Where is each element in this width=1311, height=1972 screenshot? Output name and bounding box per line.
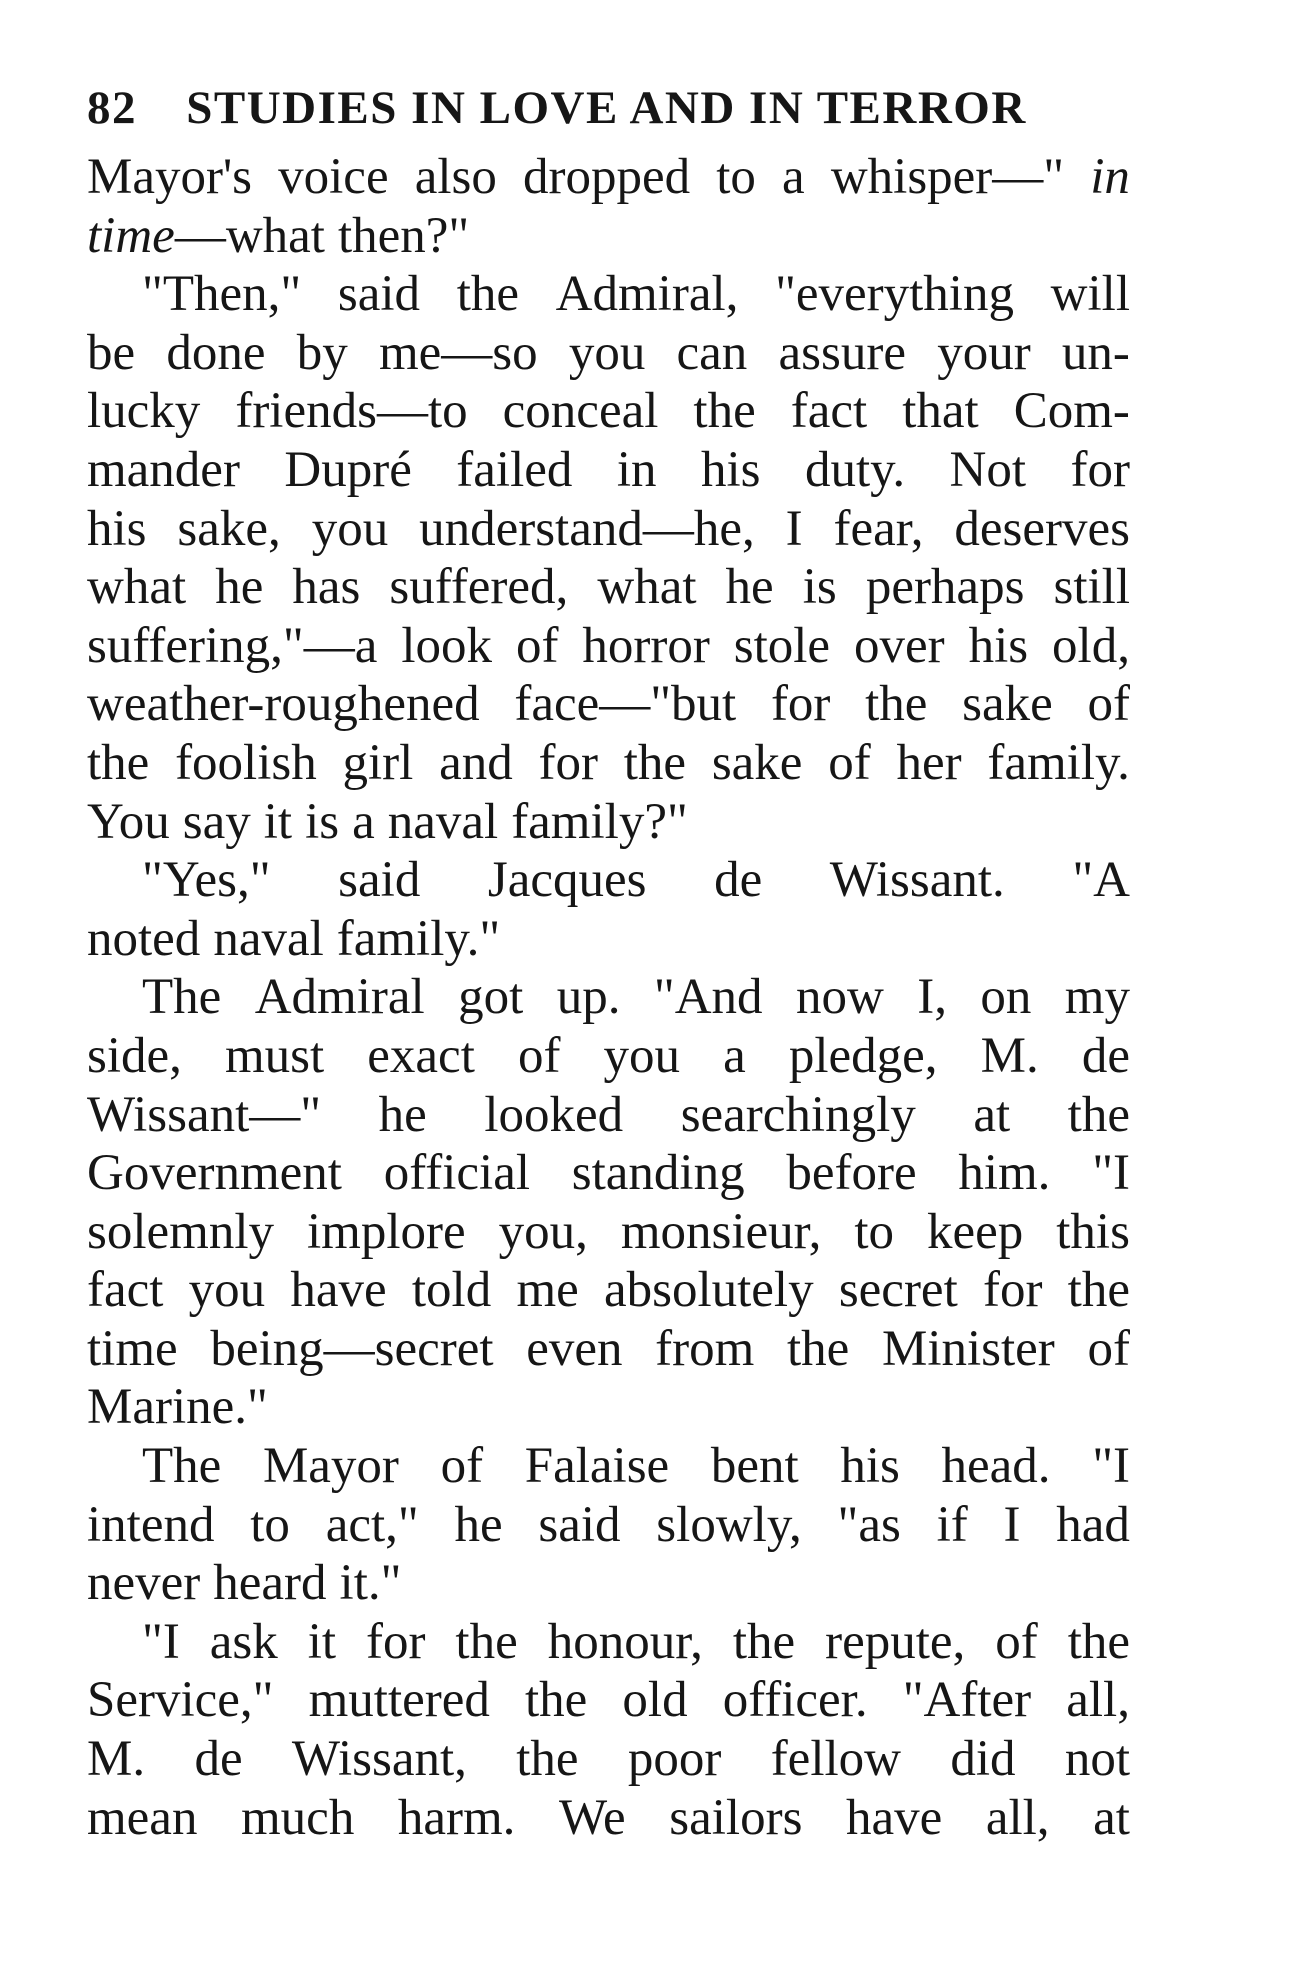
word: now bbox=[795, 969, 884, 1026]
word: heard bbox=[213, 1555, 327, 1612]
word: if bbox=[936, 1496, 968, 1553]
word: all, bbox=[985, 1789, 1050, 1846]
word: her bbox=[896, 734, 962, 791]
word: Service," bbox=[87, 1672, 274, 1729]
word: said bbox=[538, 1496, 621, 1553]
word: then?" bbox=[337, 207, 470, 264]
text-line bbox=[87, 558, 1130, 617]
word: of bbox=[995, 1613, 1038, 1670]
word: "Yes," bbox=[142, 852, 271, 909]
word: I bbox=[1003, 1496, 1021, 1553]
word: a bbox=[723, 1027, 746, 1084]
word: "A bbox=[1072, 852, 1130, 909]
word: "After bbox=[902, 1672, 1032, 1729]
word: you bbox=[603, 1027, 681, 1084]
text-line bbox=[87, 910, 1130, 969]
word: this bbox=[1056, 1203, 1130, 1260]
word: family." bbox=[336, 910, 501, 967]
word: conceal bbox=[502, 383, 659, 440]
word: suffered, bbox=[389, 559, 569, 616]
word: duty. bbox=[804, 441, 906, 498]
word: me bbox=[516, 1262, 579, 1319]
word: officer. bbox=[722, 1672, 868, 1729]
word: a bbox=[782, 149, 805, 205]
word: to bbox=[250, 1496, 290, 1553]
word: noted bbox=[87, 910, 201, 967]
text-line bbox=[87, 1437, 1130, 1496]
word: perhaps bbox=[865, 559, 1025, 616]
word: intend bbox=[87, 1496, 215, 1553]
word: the bbox=[455, 1613, 518, 1670]
word: failed bbox=[456, 441, 573, 498]
word: M. bbox=[980, 1027, 1039, 1084]
word: the bbox=[1067, 1086, 1130, 1143]
text-line bbox=[87, 1378, 1130, 1437]
word: the bbox=[865, 676, 928, 733]
text-line bbox=[87, 793, 1130, 852]
text-line bbox=[87, 500, 1130, 559]
word: exact bbox=[367, 1027, 475, 1084]
word: The bbox=[142, 969, 222, 1026]
word: bent bbox=[710, 1438, 799, 1495]
word: the bbox=[623, 734, 687, 791]
word: Mayor bbox=[262, 1438, 399, 1495]
word: old, bbox=[1052, 617, 1130, 674]
word: assure bbox=[778, 324, 906, 381]
word: is bbox=[305, 793, 340, 850]
word: "everything bbox=[775, 266, 1014, 323]
word: "I bbox=[142, 1613, 180, 1670]
word: Not bbox=[949, 441, 1027, 498]
text-line bbox=[87, 1144, 1130, 1203]
word: face—"but bbox=[514, 676, 737, 733]
word: what bbox=[597, 559, 697, 616]
word: the bbox=[1067, 1262, 1130, 1319]
word: pledge, bbox=[788, 1027, 938, 1084]
word: keep bbox=[927, 1203, 1024, 1260]
word: did bbox=[950, 1731, 1016, 1788]
text-line bbox=[87, 148, 1130, 207]
word: the bbox=[524, 1672, 588, 1729]
text-line bbox=[87, 1086, 1130, 1145]
word: horror bbox=[582, 617, 710, 674]
word: The bbox=[142, 1438, 222, 1495]
word: his bbox=[87, 500, 147, 557]
word: of bbox=[1087, 1320, 1130, 1377]
word: in bbox=[616, 441, 657, 498]
word: Minister bbox=[881, 1320, 1055, 1377]
word: looked bbox=[484, 1086, 624, 1143]
text-line bbox=[87, 617, 1130, 676]
text-line bbox=[87, 382, 1130, 441]
word: dropped bbox=[523, 149, 691, 205]
text-line bbox=[87, 1789, 1130, 1848]
word: his bbox=[700, 441, 761, 498]
word: foolish bbox=[175, 734, 317, 791]
word: Wissant, bbox=[291, 1731, 467, 1788]
word: never bbox=[87, 1555, 201, 1612]
word: fact bbox=[87, 1262, 164, 1319]
word: he bbox=[725, 559, 774, 616]
word: on bbox=[980, 969, 1032, 1026]
word: sake bbox=[962, 676, 1053, 733]
word: you, bbox=[498, 1203, 588, 1260]
running-header bbox=[87, 78, 1087, 138]
word: "I bbox=[1092, 1145, 1130, 1202]
word: Falaise bbox=[524, 1438, 670, 1495]
word: stole bbox=[733, 617, 831, 674]
word: also bbox=[414, 149, 497, 205]
word: it." bbox=[339, 1555, 402, 1612]
text-line bbox=[87, 207, 1130, 266]
word: Jacques bbox=[487, 852, 647, 909]
word: your bbox=[937, 324, 1031, 381]
word: all, bbox=[1066, 1672, 1130, 1729]
word: done bbox=[166, 324, 266, 381]
word: fact bbox=[790, 383, 868, 440]
word: being—secret bbox=[210, 1320, 494, 1377]
word: monsieur, bbox=[620, 1203, 822, 1260]
word: from bbox=[655, 1320, 755, 1377]
word: mean bbox=[87, 1789, 198, 1846]
word: family?" bbox=[511, 793, 688, 850]
word: Marine." bbox=[87, 1379, 268, 1436]
word: for bbox=[982, 1262, 1043, 1319]
word: fellow bbox=[770, 1731, 901, 1788]
word: at bbox=[1093, 1789, 1130, 1846]
word: muttered bbox=[308, 1672, 490, 1729]
word: it bbox=[307, 1613, 337, 1670]
word: you bbox=[188, 1262, 266, 1319]
word: the bbox=[456, 266, 519, 323]
word: the bbox=[516, 1731, 579, 1788]
word: still bbox=[1053, 559, 1130, 616]
text-line bbox=[87, 1730, 1130, 1789]
word: you bbox=[568, 324, 646, 381]
word: what bbox=[87, 559, 187, 616]
word: for bbox=[770, 676, 831, 733]
word: Admiral, bbox=[555, 266, 739, 323]
word: the bbox=[87, 734, 150, 791]
word: in bbox=[1090, 149, 1130, 205]
word: I, bbox=[917, 969, 947, 1026]
word: his bbox=[968, 617, 1029, 674]
word: family. bbox=[987, 734, 1130, 791]
word: act," bbox=[325, 1496, 419, 1553]
word: voice bbox=[278, 149, 389, 205]
word: to bbox=[716, 149, 756, 205]
text-line bbox=[87, 265, 1130, 324]
text-line bbox=[87, 441, 1130, 500]
word: de bbox=[714, 852, 763, 909]
word: will bbox=[1050, 266, 1130, 323]
word: at bbox=[973, 1086, 1011, 1143]
word: We bbox=[559, 1789, 626, 1846]
word: by bbox=[296, 324, 348, 381]
word: whisper—" bbox=[830, 149, 1065, 205]
word: it bbox=[263, 793, 293, 850]
word: fear, bbox=[833, 500, 924, 557]
word: must bbox=[225, 1027, 325, 1084]
word: You bbox=[87, 793, 170, 850]
word: girl bbox=[342, 734, 414, 791]
word: say bbox=[182, 793, 251, 850]
page-number: 82 bbox=[87, 82, 137, 134]
word: be bbox=[87, 324, 136, 381]
word: is bbox=[802, 559, 837, 616]
word: for bbox=[366, 1613, 426, 1670]
word: naval bbox=[213, 910, 324, 967]
word: friends—to bbox=[235, 383, 468, 440]
word: said bbox=[338, 852, 421, 909]
word: over bbox=[854, 617, 945, 674]
text-line bbox=[87, 1613, 1130, 1672]
word: absolutely bbox=[603, 1262, 814, 1319]
word: de bbox=[1081, 1027, 1130, 1084]
word: for bbox=[1070, 441, 1130, 498]
word: Wissant—" bbox=[87, 1086, 322, 1143]
word: he bbox=[454, 1496, 503, 1553]
word: before bbox=[786, 1145, 917, 1202]
word: he bbox=[378, 1086, 427, 1143]
word: Admiral bbox=[254, 969, 425, 1026]
text-line bbox=[87, 851, 1130, 910]
word: you bbox=[311, 500, 389, 557]
word: sake bbox=[711, 734, 803, 791]
word: old bbox=[622, 1672, 688, 1729]
word: and bbox=[439, 734, 513, 791]
word: of bbox=[440, 1438, 484, 1495]
running-title: STUDIES IN LOVE AND IN TERROR bbox=[186, 82, 1027, 134]
word: mander bbox=[87, 441, 240, 498]
word: secret bbox=[838, 1262, 958, 1319]
word: for bbox=[538, 734, 598, 791]
word: M. bbox=[87, 1731, 146, 1788]
word: naval bbox=[387, 793, 499, 850]
word: his bbox=[840, 1438, 900, 1495]
word: time—what bbox=[87, 207, 325, 264]
text-line bbox=[87, 1320, 1130, 1379]
word: of bbox=[828, 734, 871, 791]
word: official bbox=[383, 1145, 531, 1202]
word: solemnly bbox=[87, 1203, 274, 1260]
word: can bbox=[676, 324, 748, 381]
word: got bbox=[458, 969, 524, 1026]
text-line bbox=[87, 1554, 1130, 1613]
word: him. bbox=[958, 1145, 1051, 1202]
text-line bbox=[87, 1261, 1130, 1320]
word: of bbox=[515, 617, 559, 674]
word: me—so bbox=[378, 324, 538, 381]
word: time bbox=[87, 1320, 178, 1377]
text-line bbox=[87, 324, 1130, 383]
text-line bbox=[87, 1671, 1130, 1730]
word: to bbox=[854, 1203, 895, 1260]
word: searchingly bbox=[680, 1086, 916, 1143]
word: lucky bbox=[87, 383, 201, 440]
word: Mayor's bbox=[87, 149, 253, 205]
word: "Then," bbox=[142, 266, 302, 323]
word: ask bbox=[209, 1613, 278, 1670]
word: de bbox=[194, 1731, 243, 1788]
word: the bbox=[786, 1320, 850, 1377]
word: look bbox=[401, 617, 492, 674]
word: head. bbox=[941, 1438, 1051, 1495]
word: "And bbox=[653, 969, 763, 1026]
word: poor bbox=[627, 1731, 722, 1788]
word: that bbox=[902, 383, 979, 440]
text-line bbox=[87, 1027, 1130, 1086]
text-line bbox=[87, 968, 1130, 1027]
word: my bbox=[1064, 969, 1130, 1026]
word: up. bbox=[556, 969, 621, 1026]
word: "I bbox=[1092, 1438, 1130, 1495]
text-line bbox=[87, 675, 1130, 734]
word: a bbox=[352, 793, 375, 850]
word: of bbox=[1087, 676, 1130, 733]
word: had bbox=[1056, 1496, 1130, 1553]
word: not bbox=[1064, 1731, 1130, 1788]
word: suffering,"—a bbox=[87, 617, 378, 674]
word: understand—he, bbox=[419, 500, 755, 557]
word: honour, bbox=[547, 1613, 703, 1670]
body-text bbox=[87, 148, 1130, 1847]
text-line bbox=[87, 734, 1130, 793]
word: "as bbox=[837, 1496, 901, 1553]
text-line bbox=[87, 1203, 1130, 1262]
word: slowly, bbox=[656, 1496, 802, 1553]
word: Com- bbox=[1013, 383, 1130, 440]
word: he bbox=[215, 559, 264, 616]
word: I bbox=[785, 500, 803, 557]
word: even bbox=[526, 1320, 623, 1377]
word: deserves bbox=[954, 500, 1130, 557]
word: harm. bbox=[397, 1789, 516, 1846]
word: Dupré bbox=[284, 441, 412, 498]
text-line bbox=[87, 1496, 1130, 1555]
word: un- bbox=[1061, 324, 1130, 381]
word: sake, bbox=[177, 500, 281, 557]
word: standing bbox=[571, 1145, 745, 1202]
word: has bbox=[292, 559, 361, 616]
word: much bbox=[241, 1789, 355, 1846]
word: of bbox=[517, 1027, 561, 1084]
word: said bbox=[337, 266, 421, 323]
word: the bbox=[1067, 1613, 1130, 1670]
word: have bbox=[290, 1262, 387, 1319]
word: side, bbox=[87, 1027, 182, 1084]
word: sailors bbox=[669, 1789, 803, 1846]
word: the bbox=[732, 1613, 796, 1670]
word: Government bbox=[87, 1145, 342, 1202]
word: repute, bbox=[825, 1613, 966, 1670]
word: implore bbox=[306, 1203, 466, 1260]
word: weather-roughened bbox=[87, 676, 480, 733]
word: Wissant. bbox=[829, 852, 1005, 909]
word: the bbox=[693, 383, 756, 440]
word: have bbox=[845, 1789, 943, 1846]
word: told bbox=[411, 1262, 492, 1319]
